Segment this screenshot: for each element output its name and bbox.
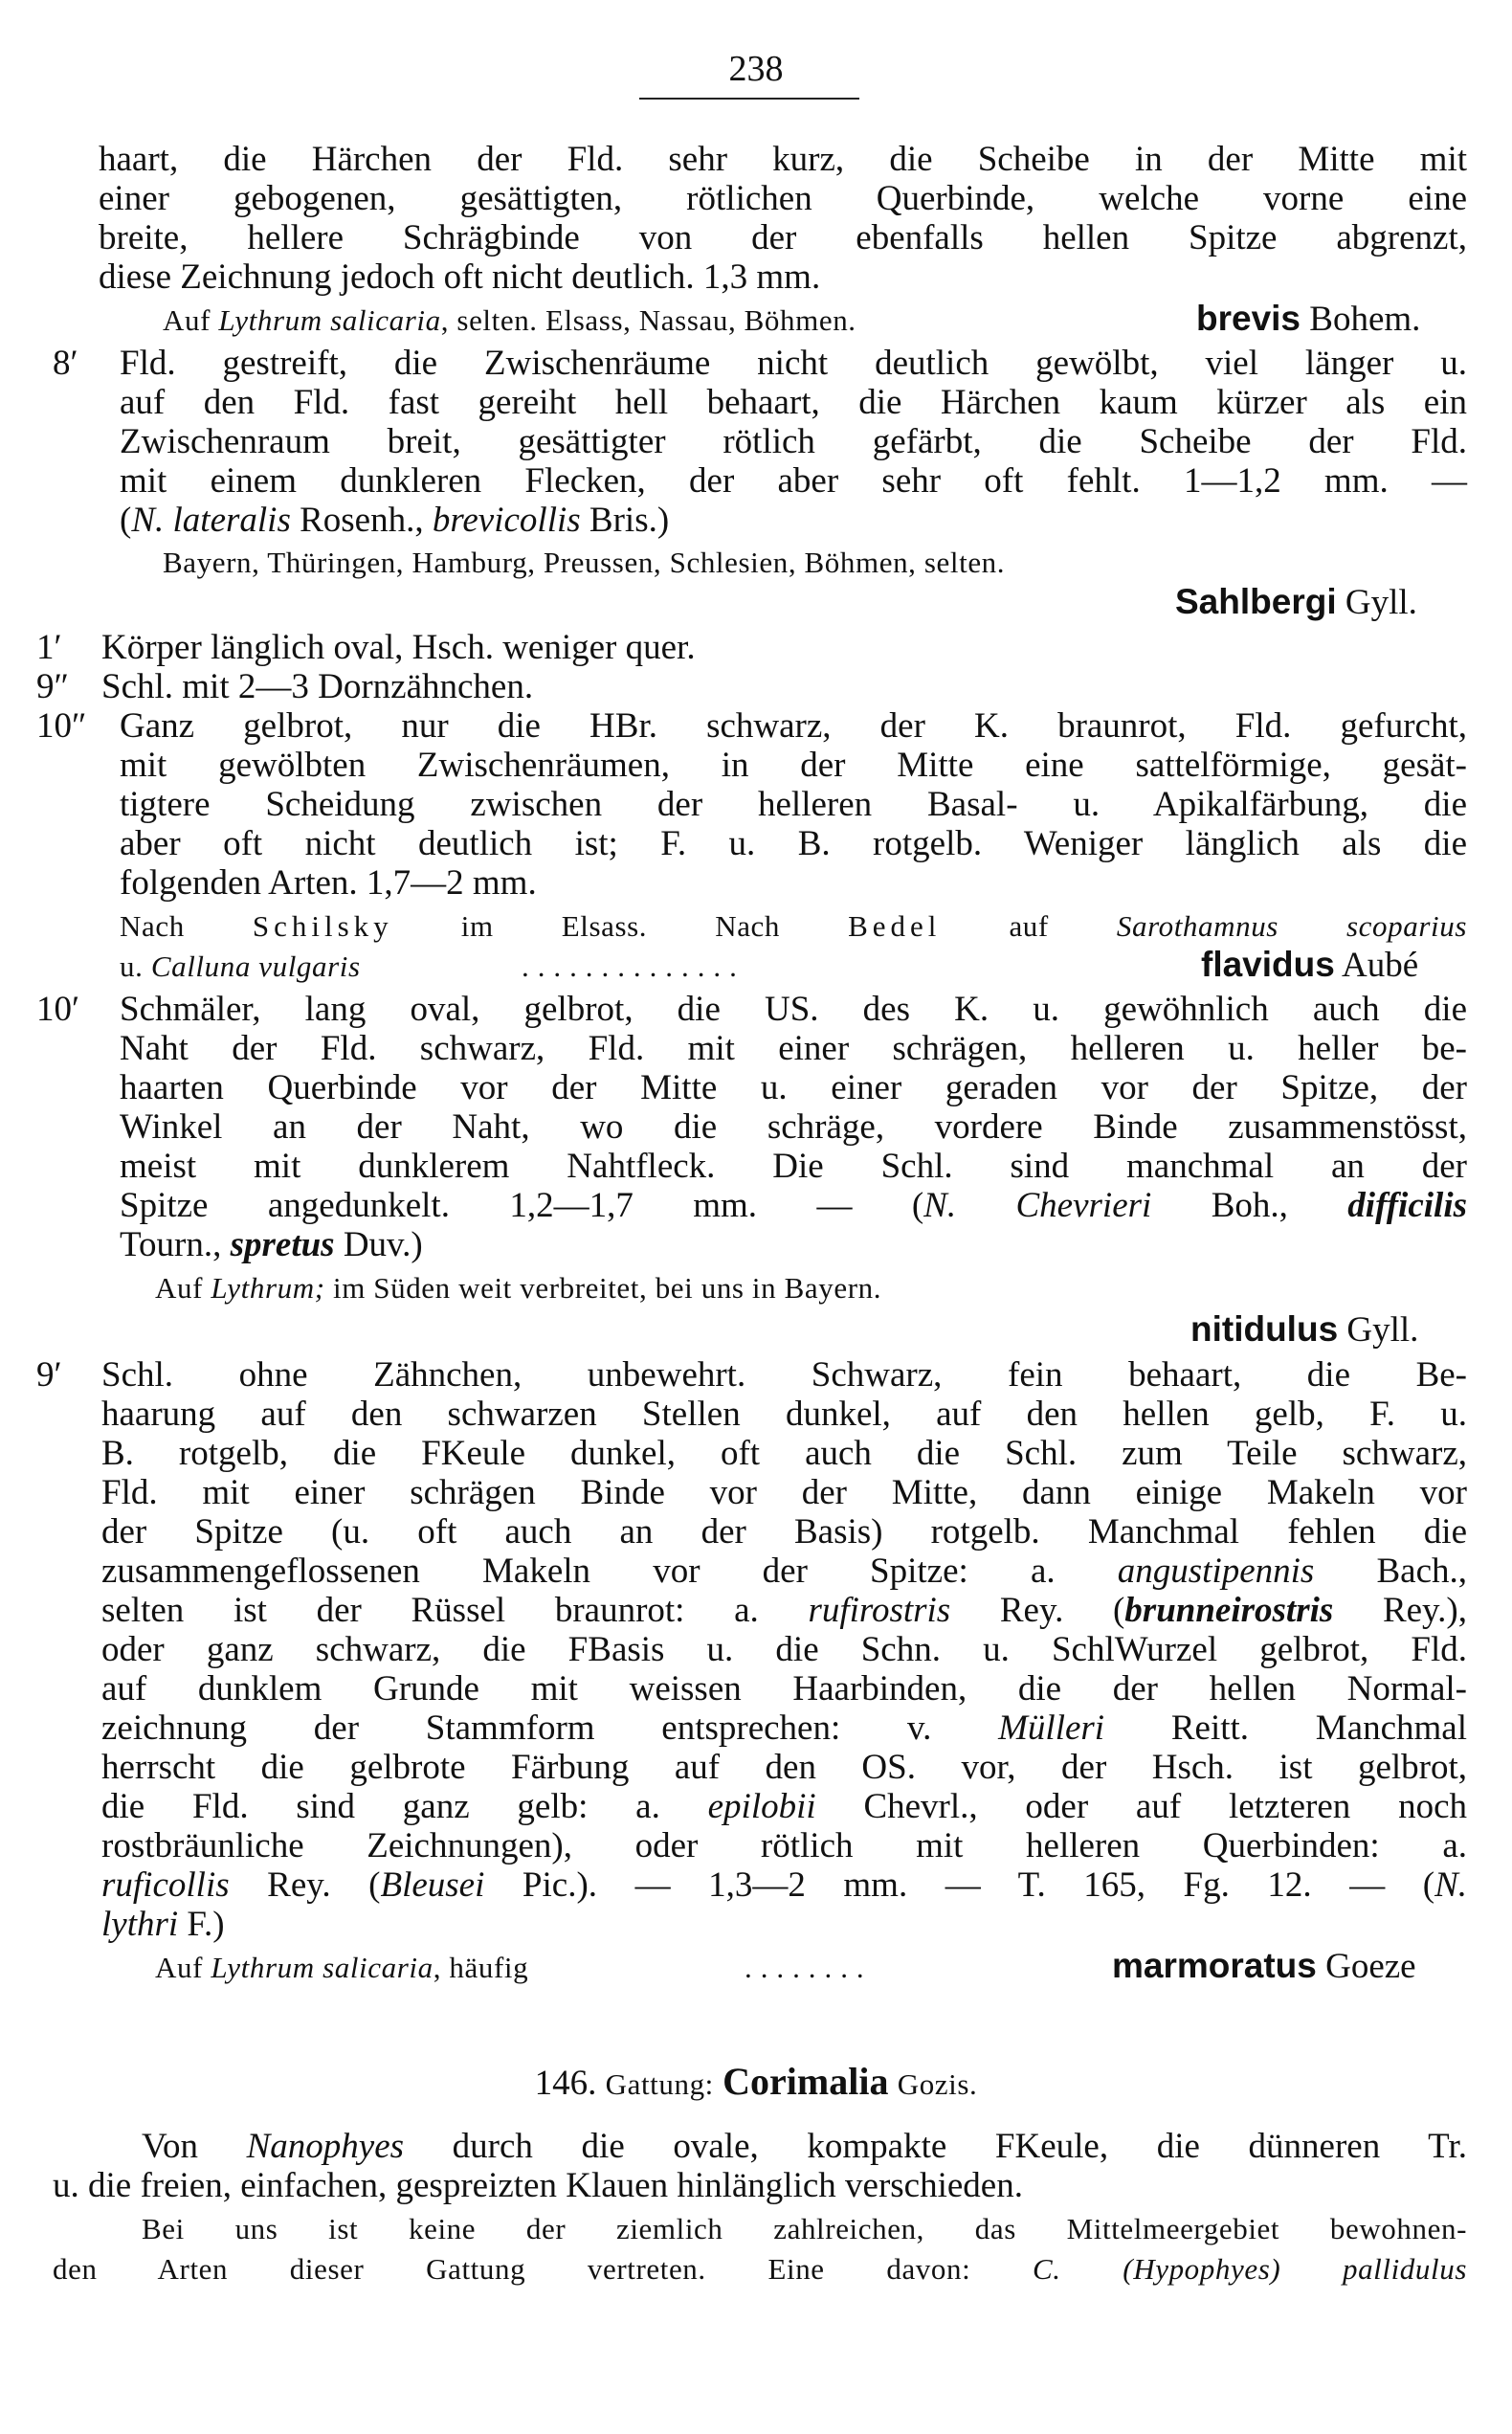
couplet-label: 10″ (36, 706, 87, 746)
text-line: u. die freien, einfachen, gespreizten Klauen hinlänglich verschieden. (53, 2166, 1023, 2205)
text-line: Naht der Fld. schwarz, Fld. mit einer schrägen, helleren u. heller be- (120, 1029, 1467, 1068)
text-line: (N. lateralis Rosenh., brevicollis Bris.) (120, 501, 670, 540)
locality-line: Nach Schilsky im Elsass. Nach Bedel auf Sarothamnus scoparius (120, 909, 1467, 943)
leader-dots: . . . . . . . . . . . . . . (522, 949, 738, 983)
species-name-nitidulus: nitidulus Gyll. (1190, 1309, 1419, 1350)
text-line: breite, hellere Schrägbinde von der ebenfalls hellen Spitze abgrenzt, (99, 218, 1467, 257)
text-line: Spitze angedunkelt. 1,2—1,7 mm. — (N. Chevrieri Boh., difficilis (120, 1186, 1467, 1225)
couplet-label: 9′ (36, 1355, 62, 1395)
locality-line: Bayern, Thüringen, Hamburg, Preussen, Schlesien, Böhmen, selten. (163, 546, 1006, 579)
text-line: Fld. mit einer schrägen Binde vor der Mitte, dann einige Makeln vor (101, 1473, 1467, 1512)
text-line: Ganz gelbrot, nur die HBr. schwarz, der K. braunrot, Fld. gefurcht, (120, 706, 1467, 746)
text-line: ruficollis Rey. (Bleusei Pic.). — 1,3—2 mm. — T. 165, Fg. 12. — (N. (101, 1865, 1467, 1905)
text-line: haarung auf den schwarzen Stellen dunkel, auf den hellen gelb, F. u. (101, 1395, 1467, 1434)
text-line: herrscht die gelbrote Färbung auf den OS. vor, der Hsch. ist gelbrot, (101, 1748, 1467, 1787)
species-name-brevis: brevis Bohem. (1196, 299, 1421, 339)
text-line: einer gebogenen, gesättigten, rötlichen Querbinde, welche vorne eine (99, 179, 1467, 218)
text-line: Körper länglich oval, Hsch. weniger quer. (101, 628, 696, 667)
text-line: den Arten dieser Gattung vertreten. Eine davon: C. (Hypophyes) pallidulus (53, 2252, 1467, 2286)
locality-line: u. Calluna vulgaris (120, 949, 361, 983)
text-line: die Fld. sind ganz gelb: a. epilobii Chevrl., oder auf letzteren noch (101, 1787, 1467, 1826)
text-line: auf dunklem Grunde mit weissen Haarbinden, die der hellen Normal- (101, 1669, 1467, 1708)
text-line: mit gewölbten Zwischenräumen, in der Mitte eine sattelförmige, gesät- (120, 746, 1467, 785)
text-line: meist mit dunklerem Nahtfleck. Die Schl. sind manchmal an der (120, 1147, 1467, 1186)
text-line: B. rotgelb, die FKeule dunkel, oft auch die Schl. zum Teile schwarz, (101, 1434, 1467, 1473)
couplet-label: 9″ (36, 667, 69, 706)
text-line: diese Zeichnung jedoch oft nicht deutlich. 1,3 mm. (99, 257, 821, 297)
text-line: selten ist der Rüssel braunrot: a. rufirostris Rey. (brunneirostris Rey.), (101, 1591, 1467, 1630)
leader-dots: . . . . . . . . (745, 1951, 865, 1984)
couplet-label: 1′ (36, 628, 62, 667)
text-line: Zwischenraum breit, gesättigter rötlich gefärbt, die Scheibe der Fld. (120, 422, 1467, 461)
text-line: Von Nanophyes durch die ovale, kompakte FKeule, die dünneren Tr. (142, 2127, 1467, 2166)
text-line: tigtere Scheidung zwischen der helleren Basal- u. Apikalfärbung, die (120, 785, 1467, 824)
text-line: Fld. gestreift, die Zwischenräume nicht deutlich gewölbt, viel länger u. (120, 344, 1467, 383)
text-line: rostbräunliche Zeichnungen), oder rötlich mit helleren Querbinden: a. (101, 1826, 1467, 1865)
species-name-sahlbergi: Sahlbergi Gyll. (1175, 582, 1417, 622)
species-name-flavidus: flavidus Aubé (1201, 945, 1419, 985)
text-line: Schmäler, lang oval, gelbrot, die US. des K. u. gewöhnlich auch die (120, 990, 1467, 1029)
couplet-label: 8′ (53, 344, 78, 383)
locality-line: Auf Lythrum salicaria, selten. Elsass, Nassau, Böhmen. (163, 303, 856, 337)
genus-heading: 146. Gattung: Corimalia Gozis. (534, 2060, 978, 2103)
text-line: zusammengeflossenen Makeln vor der Spitze: a. angustipennis Bach., (101, 1552, 1467, 1591)
locality-line: Auf Lythrum; im Süden weit verbreitet, bei uns in Bayern. (155, 1271, 882, 1305)
text-line: mit einem dunkleren Flecken, der aber sehr oft fehlt. 1—1,2 mm. — (120, 461, 1467, 501)
text-line: oder ganz schwarz, die FBasis u. die Schn. u. SchlWurzel gelbrot, Fld. (101, 1630, 1467, 1669)
page-number-rule (639, 98, 859, 100)
couplet-label: 10′ (36, 990, 80, 1029)
text-line: der Spitze (u. oft auch an der Basis) rotgelb. Manchmal fehlen die (101, 1512, 1467, 1552)
page-number: 238 (728, 49, 784, 89)
text-line: haarten Querbinde vor der Mitte u. einer geraden vor der Spitze, der (120, 1068, 1467, 1107)
text-line: Schl. mit 2—3 Dornzähnchen. (101, 667, 534, 706)
text-line: Tourn., spretus Duv.) (120, 1225, 423, 1264)
text-line: lythri F.) (101, 1905, 225, 1944)
text-line: folgenden Arten. 1,7—2 mm. (120, 863, 537, 903)
text-line: zeichnung der Stammform entsprechen: v. Mülleri Reitt. Manchmal (101, 1708, 1468, 1748)
text-line: haart, die Härchen der Fld. sehr kurz, die Scheibe in der Mitte mit (99, 140, 1467, 179)
text-line: aber oft nicht deutlich ist; F. u. B. rotgelb. Weniger länglich als die (120, 824, 1467, 863)
locality-line: Auf Lythrum salicaria, häufig (155, 1951, 529, 1984)
text-line: Bei uns ist keine der ziemlich zahlreichen, das Mittelmeergebiet bewohnen- (142, 2212, 1467, 2245)
text-line: Schl. ohne Zähnchen, unbewehrt. Schwarz, fein behaart, die Be- (101, 1355, 1467, 1395)
species-name-marmoratus: marmoratus Goeze (1112, 1946, 1416, 1986)
text-line: auf den Fld. fast gereiht hell behaart, die Härchen kaum kürzer als ein (120, 383, 1467, 422)
text-line: Winkel an der Naht, wo die schräge, vordere Binde zusammenstösst, (120, 1107, 1467, 1147)
